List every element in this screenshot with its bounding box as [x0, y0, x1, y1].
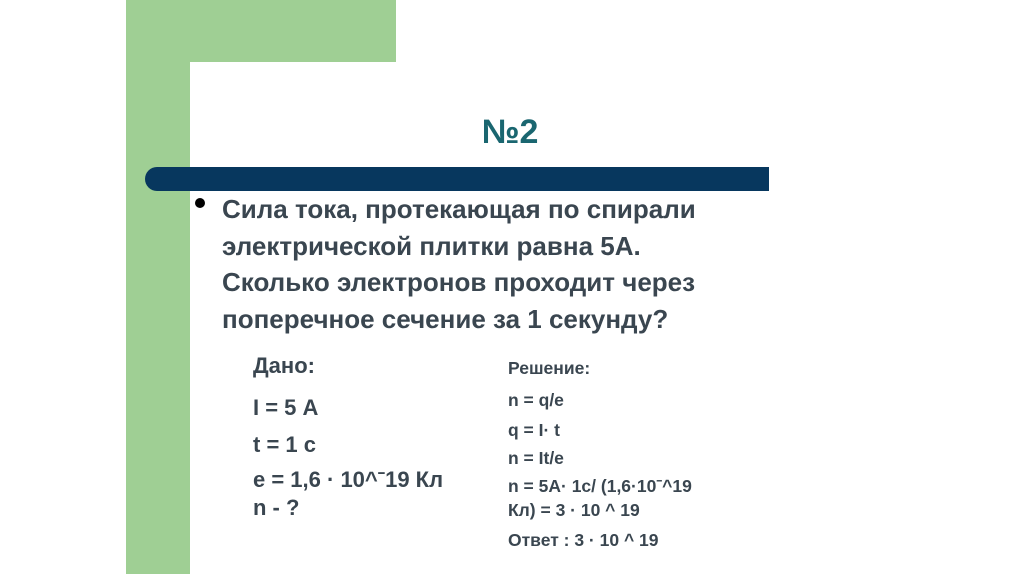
solution-line: n = It/e	[508, 448, 564, 468]
problem-line: Сколько электронов проходит через	[222, 267, 696, 297]
given-line: t = 1 с	[253, 432, 316, 457]
problem-line: поперечное сечение за 1 секунду?	[222, 303, 669, 334]
given-heading: Дано:	[253, 353, 315, 378]
given-line: е = 1,6 · 10^ˉ19 Кл	[253, 467, 444, 492]
content-panel-corner	[190, 62, 310, 172]
slide-title: №2	[481, 113, 539, 151]
bullet-dot	[195, 198, 205, 208]
green-accent-top	[126, 0, 396, 62]
problem-line: Сила тока, протекающая по спирали	[222, 194, 696, 224]
solution-answer: Ответ : 3 · 10 ^ 19	[508, 530, 659, 550]
solution-line: n = q/e	[508, 390, 564, 410]
title-divider-bar	[145, 167, 769, 191]
solution-line: n = 5А· 1с/ (1,6·10ˉ^19	[508, 476, 692, 496]
problem-line: электрической плитки равна 5А.	[222, 230, 641, 261]
given-line: I = 5 А	[253, 395, 319, 420]
solution-line: q = I· t	[508, 420, 561, 440]
solution-line: Кл) = 3 · 10 ^ 19	[508, 500, 640, 520]
solution-heading: Решение:	[508, 358, 591, 378]
green-accent-column	[126, 0, 190, 574]
given-line: n - ?	[253, 495, 300, 520]
problem-statement	[222, 191, 782, 337]
